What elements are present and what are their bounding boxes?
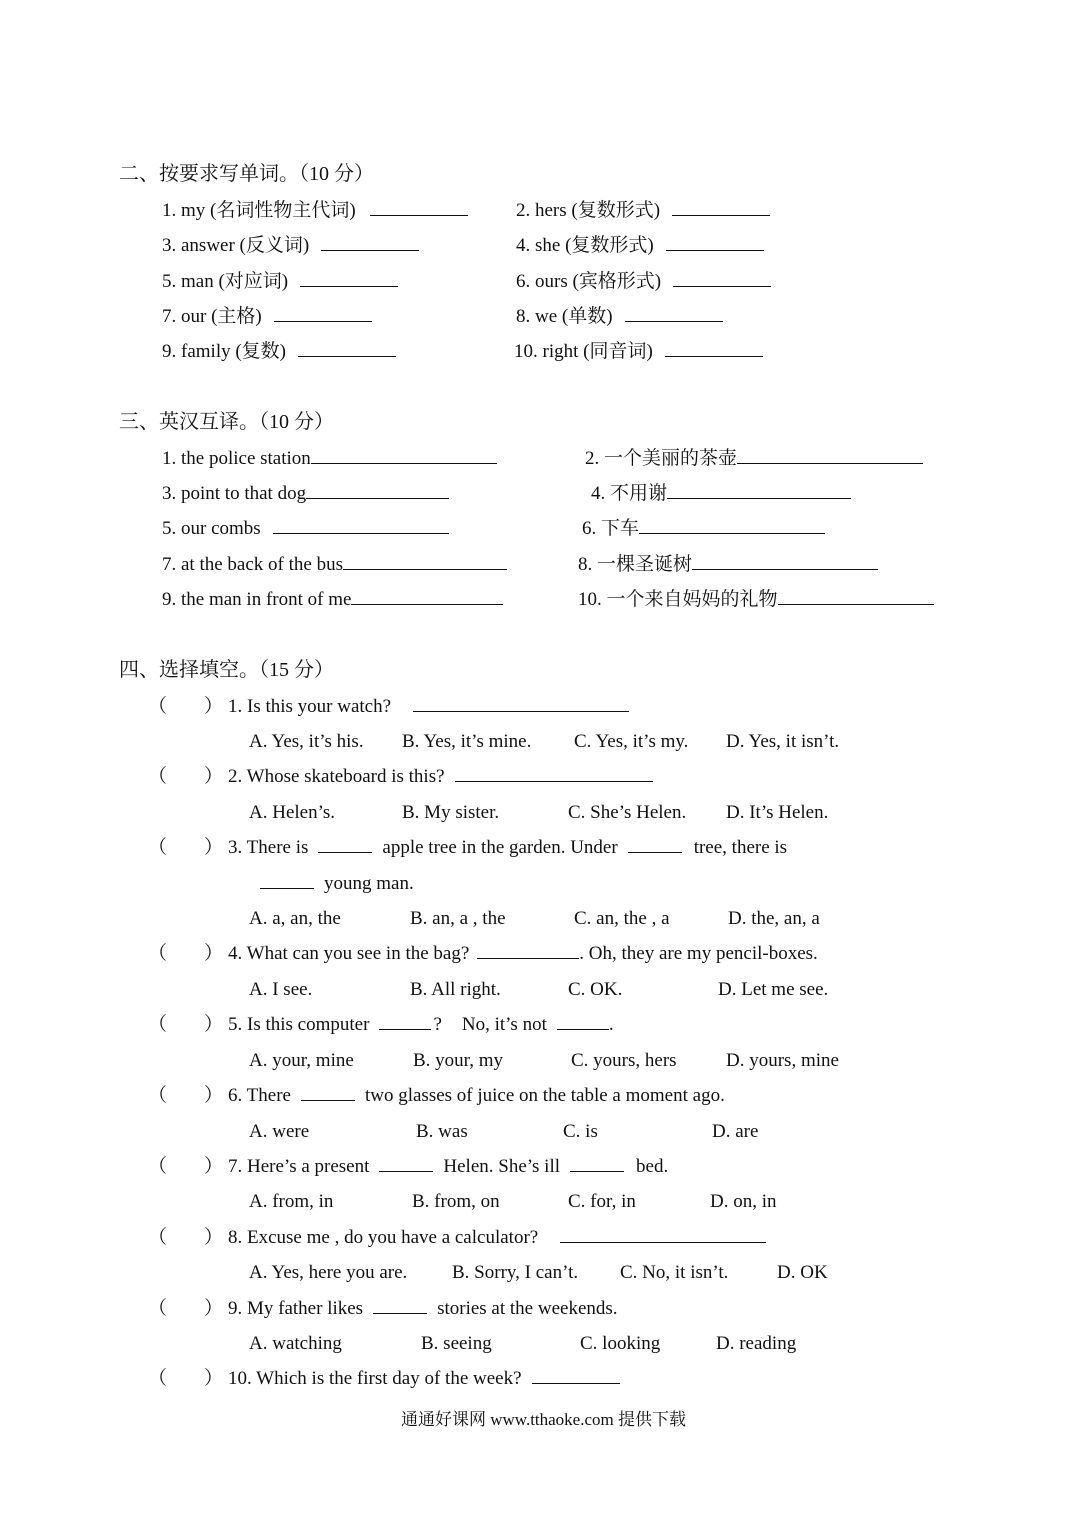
q4-option-a[interactable]: A. I see. <box>249 979 313 1000</box>
q2-option-c[interactable]: C. She’s Helen. <box>568 802 687 823</box>
answer-blank[interactable] <box>351 602 503 605</box>
s3-item-4-text: 4. 不用谢 <box>591 483 668 504</box>
q6-option-b[interactable]: B. was <box>416 1121 468 1142</box>
q7-option-a[interactable]: A. from, in <box>249 1191 334 1212</box>
answer-paren-close: ） <box>204 1014 224 1035</box>
answer-blank[interactable] <box>273 531 449 534</box>
answer-blank[interactable] <box>666 248 764 251</box>
s2-item-3-text: 3. answer (反义词) <box>162 235 310 256</box>
section4-title: 四、选择填空。（15 分） <box>119 659 334 681</box>
answer-blank[interactable] <box>373 1311 427 1314</box>
q7-option-c[interactable]: C. for, in <box>568 1191 636 1212</box>
s3-item-7-text: 7. at the back of the bus <box>162 554 343 575</box>
answer-blank[interactable] <box>300 284 398 287</box>
answer-blank[interactable] <box>560 1240 766 1243</box>
q3-line-2 <box>254 872 414 896</box>
q7-text-3: bed. <box>636 1156 669 1177</box>
s2-item-4 <box>516 234 764 258</box>
q5-option-c[interactable]: C. yours, hers <box>571 1050 677 1071</box>
section2-title: 二、按要求写单词。（10 分） <box>119 163 374 185</box>
q4-option-b[interactable]: B. All right. <box>410 979 501 1000</box>
s3-item-6-text: 6. 下车 <box>582 518 640 539</box>
q4 <box>228 942 818 966</box>
answer-paren-close: ） <box>204 943 224 964</box>
answer-blank[interactable] <box>413 709 629 712</box>
s2-item-7-text: 7. our (主格) <box>162 306 262 327</box>
q6-option-c[interactable]: C. is <box>563 1121 598 1142</box>
q2-option-a[interactable]: A. Helen’s. <box>249 802 336 823</box>
q1-option-a[interactable]: A. Yes, it’s his. <box>249 731 364 752</box>
answer-blank[interactable] <box>379 1027 431 1030</box>
answer-paren-close: ） <box>204 696 224 717</box>
s3-item-3-text: 3. point to that dog <box>162 483 307 504</box>
s2-item-6-text: 6. ours (宾格形式) <box>516 271 662 292</box>
s3-item-5 <box>162 517 449 541</box>
q8-option-c[interactable]: C. No, it isn’t. <box>620 1262 729 1283</box>
s3-item-3 <box>162 482 449 506</box>
answer-paren-close: ） <box>204 837 224 858</box>
q5-text-4: . <box>608 1014 614 1035</box>
answer-paren-open: （ <box>148 1156 168 1177</box>
q1-text: 1. Is this your watch? <box>228 696 392 717</box>
answer-blank[interactable] <box>306 496 449 499</box>
answer-blank[interactable] <box>737 461 923 464</box>
footer-text: 通通好课网 www.tthaoke.com 提供下载 <box>400 1410 687 1429</box>
q4-option-d[interactable]: D. Let me see. <box>718 979 829 1000</box>
answer-paren-open: （ <box>148 837 168 858</box>
q3-option-c[interactable]: C. an, the , a <box>574 908 670 929</box>
s3-item-10-text: 10. 一个来自妈妈的礼物 <box>578 589 778 610</box>
s3-item-6 <box>582 517 825 541</box>
q3-option-d[interactable]: D. the, an, a <box>728 908 820 929</box>
s2-item-8 <box>516 305 723 329</box>
answer-blank[interactable] <box>311 461 497 464</box>
q7-option-b[interactable]: B. from, on <box>412 1191 500 1212</box>
q4-option-c[interactable]: C. OK. <box>568 979 623 1000</box>
answer-paren-close: ） <box>204 766 224 787</box>
q5-text-1: 5. Is this computer <box>228 1014 370 1035</box>
q9-option-a[interactable]: A. watching <box>249 1333 342 1354</box>
s2-item-4-text: 4. she (复数形式) <box>516 235 654 256</box>
s3-item-9 <box>162 588 503 612</box>
q5-option-d[interactable]: D. yours, mine <box>726 1050 839 1071</box>
answer-paren-open: （ <box>148 943 168 964</box>
section3-title: 三、英汉互译。（10 分） <box>119 411 334 433</box>
s3-item-9-text: 9. the man in front of me <box>162 589 352 610</box>
q3 <box>228 836 787 860</box>
answer-blank[interactable] <box>557 1027 609 1030</box>
q5-text-2: ? <box>433 1014 442 1035</box>
s3-item-1 <box>162 447 497 471</box>
answer-paren-open: （ <box>148 766 168 787</box>
answer-blank[interactable] <box>692 567 878 570</box>
q9-text-2: stories at the weekends. <box>437 1298 618 1319</box>
answer-paren-close: ） <box>204 1298 224 1319</box>
q9-option-c[interactable]: C. looking <box>580 1333 661 1354</box>
answer-blank[interactable] <box>628 850 682 853</box>
s3-item-7 <box>162 553 507 577</box>
answer-paren-open: （ <box>148 1085 168 1106</box>
q3-text-4: young man. <box>324 873 414 894</box>
q3-text-2: apple tree in the garden. Under <box>382 837 618 858</box>
s2-item-1 <box>162 199 468 223</box>
q8 <box>228 1226 766 1250</box>
answer-blank[interactable] <box>298 354 396 357</box>
q5 <box>228 1013 614 1037</box>
q9 <box>228 1297 618 1321</box>
answer-paren-close: ） <box>204 1156 224 1177</box>
q3-text-3: tree, there is <box>693 837 788 858</box>
s2-item-10-text: 10. right (同音词) <box>514 341 653 362</box>
s3-item-2 <box>585 447 923 471</box>
answer-blank[interactable] <box>343 567 507 570</box>
answer-blank[interactable] <box>321 248 419 251</box>
s2-item-5-text: 5. man (对应词) <box>162 271 289 292</box>
answer-blank[interactable] <box>455 779 653 782</box>
q8-option-a[interactable]: A. Yes, here you are. <box>249 1262 408 1283</box>
s2-item-8-text: 8. we (单数) <box>516 306 613 327</box>
s3-item-5-text: 5. our combs <box>162 518 261 539</box>
q9-option-b[interactable]: B. seeing <box>421 1333 492 1354</box>
answer-blank[interactable] <box>778 602 934 605</box>
q5-option-b[interactable]: B. your, my <box>413 1050 504 1071</box>
q1-option-b[interactable]: B. Yes, it’s mine. <box>402 731 532 752</box>
s3-item-1-text: 1. the police station <box>162 448 311 469</box>
q5-text-3: No, it’s not <box>461 1014 547 1035</box>
s3-item-8-text: 8. 一棵圣诞树 <box>578 554 693 575</box>
q9-option-d[interactable]: D. reading <box>716 1333 797 1354</box>
q6-option-d[interactable]: D. are <box>712 1121 759 1142</box>
s2-item-5 <box>162 270 398 294</box>
q2-option-b[interactable]: B. My sister. <box>402 802 500 823</box>
q5-option-a[interactable]: A. your, mine <box>249 1050 354 1071</box>
q6-text-1: 6. There <box>228 1085 291 1106</box>
answer-blank[interactable] <box>379 1169 433 1172</box>
answer-blank[interactable] <box>667 496 851 499</box>
q8-text: 8. Excuse me , do you have a calculator? <box>228 1227 539 1248</box>
answer-blank[interactable] <box>665 354 763 357</box>
s3-item-2-text: 2. 一个美丽的茶壶 <box>585 448 738 469</box>
s2-item-2-text: 2. hers (复数形式) <box>516 200 661 221</box>
q8-option-b[interactable]: B. Sorry, I can’t. <box>452 1262 579 1283</box>
q8-option-d[interactable]: D. OK <box>777 1262 828 1283</box>
q9-text-1: 9. My father likes <box>228 1298 364 1319</box>
q10 <box>228 1367 620 1391</box>
answer-paren-open: （ <box>148 696 168 717</box>
q3-option-a[interactable]: A. a, an, the <box>249 908 341 929</box>
s2-item-1-text: 1. my (名词性物主代词) <box>162 200 356 221</box>
answer-paren-close: ） <box>204 1227 224 1248</box>
answer-blank[interactable] <box>672 213 770 216</box>
answer-blank[interactable] <box>370 213 468 216</box>
q7-text-1: 7. Here’s a present <box>228 1156 370 1177</box>
q3-option-b[interactable]: B. an, a , the <box>410 908 506 929</box>
s2-item-3 <box>162 234 419 258</box>
answer-paren-close: ） <box>204 1368 224 1389</box>
q7-text-2: Helen. She’s ill <box>443 1156 561 1177</box>
answer-paren-open: （ <box>148 1014 168 1035</box>
s3-item-4 <box>591 482 851 506</box>
answer-blank[interactable] <box>301 1098 355 1101</box>
q2-text: 2. Whose skateboard is this? <box>228 766 445 787</box>
q4-text-2: . Oh, they are my pencil-boxes. <box>579 943 818 964</box>
s2-item-2 <box>516 199 770 223</box>
q1-option-d[interactable]: D. Yes, it isn’t. <box>726 731 840 752</box>
s2-item-7 <box>162 305 372 329</box>
q6-option-a[interactable]: A. were <box>249 1121 310 1142</box>
q7-option-d[interactable]: D. on, in <box>710 1191 777 1212</box>
answer-blank[interactable] <box>260 886 314 889</box>
answer-blank[interactable] <box>318 850 372 853</box>
footer <box>0 1408 1087 1432</box>
q3-text-1: 3. There is <box>228 837 309 858</box>
q7 <box>228 1155 668 1179</box>
answer-blank[interactable] <box>625 319 723 322</box>
answer-paren-open: （ <box>148 1298 168 1319</box>
answer-blank[interactable] <box>274 319 372 322</box>
q2 <box>228 765 653 789</box>
q6-text-2: two glasses of juice on the table a moment ago. <box>364 1085 725 1106</box>
s2-item-9 <box>162 340 396 364</box>
answer-paren-close: ） <box>204 1085 224 1106</box>
q1 <box>228 695 629 719</box>
s3-item-10 <box>578 588 934 612</box>
s2-item-6 <box>516 270 771 294</box>
s2-item-10 <box>514 340 763 364</box>
answer-blank[interactable] <box>639 531 825 534</box>
answer-paren-open: （ <box>148 1368 168 1389</box>
q1-option-c[interactable]: C. Yes, it’s my. <box>574 731 689 752</box>
s2-item-9-text: 9. family (复数) <box>162 341 287 362</box>
q6 <box>228 1084 725 1108</box>
answer-blank[interactable] <box>673 284 771 287</box>
answer-blank[interactable] <box>477 956 579 959</box>
s3-item-8 <box>578 553 878 577</box>
answer-blank[interactable] <box>532 1381 620 1384</box>
q10-text: 10. Which is the first day of the week? <box>228 1368 522 1389</box>
answer-paren-open: （ <box>148 1227 168 1248</box>
q2-option-d[interactable]: D. It’s Helen. <box>726 802 829 823</box>
q4-text-1: 4. What can you see in the bag? <box>228 943 470 964</box>
answer-blank[interactable] <box>570 1169 624 1172</box>
